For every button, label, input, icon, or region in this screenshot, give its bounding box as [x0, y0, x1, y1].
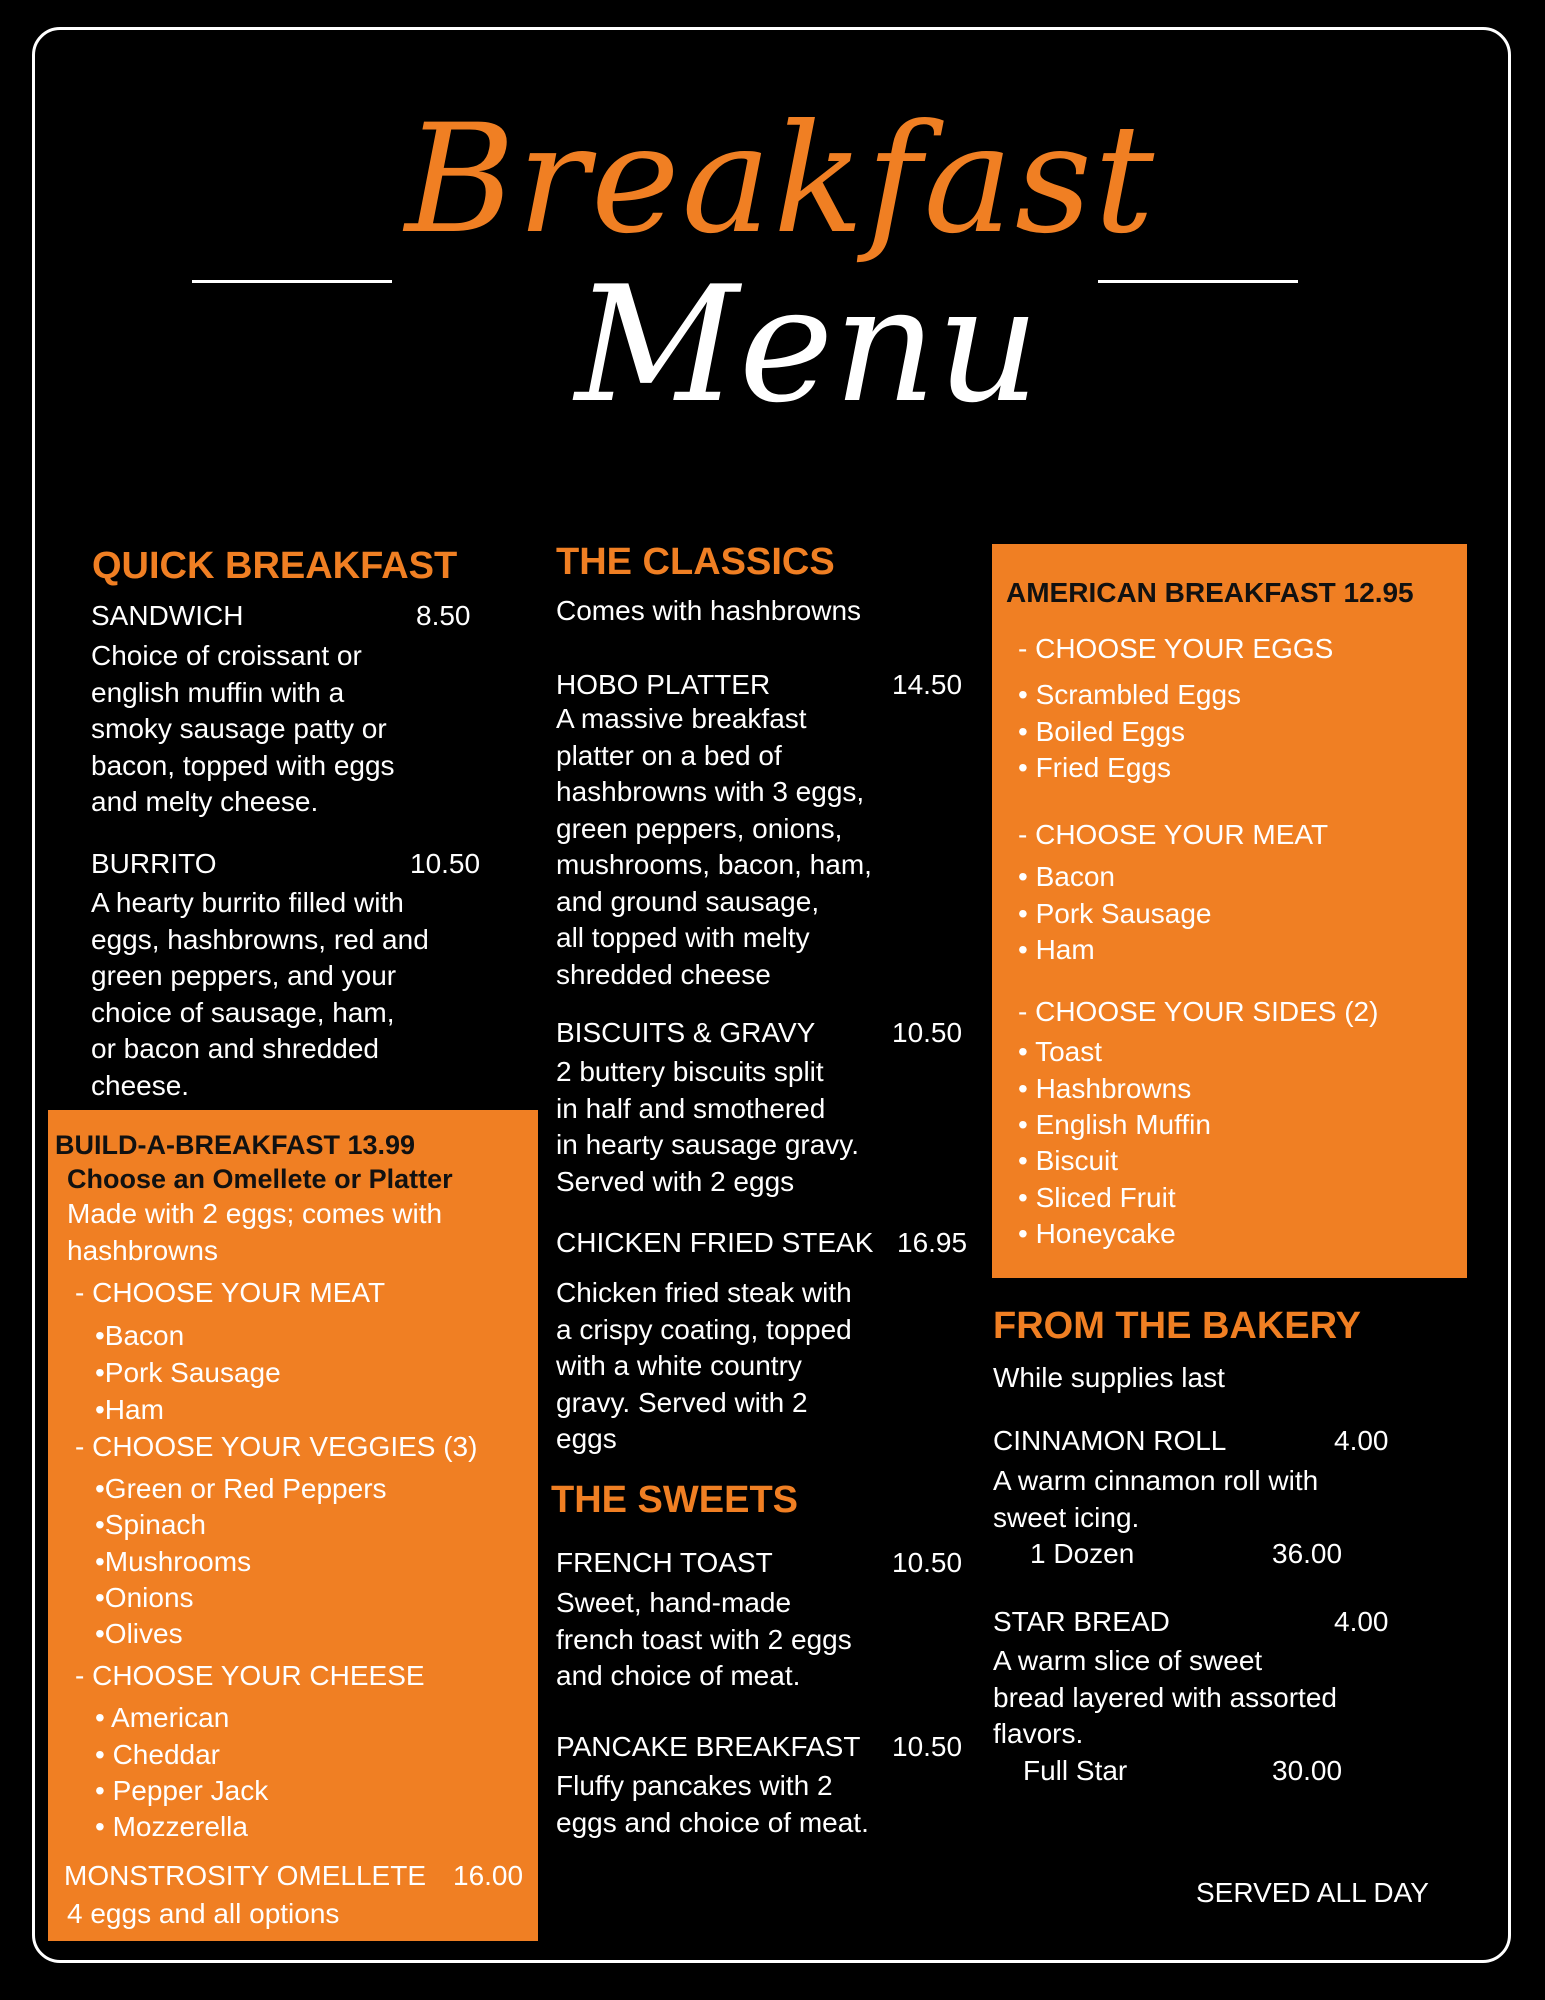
build-cheese-option: • Pepper Jack	[95, 1775, 269, 1806]
served-all-day: SERVED ALL DAY	[1196, 1877, 1429, 1908]
quick-breakfast-heading: QUICK BREAKFAST	[92, 545, 458, 587]
american-egg-option: • Boiled Eggs	[1018, 716, 1186, 747]
american-side-option: • Hashbrowns	[1018, 1073, 1192, 1104]
build-cheese-label: - CHOOSE YOUR CHEESE	[75, 1660, 425, 1691]
biscuits-gravy-desc: 2 buttery biscuits split in half and smothered in hearty sausage gravy. Served with 2 eggs	[556, 1056, 859, 1197]
american-meat-label: - CHOOSE YOUR MEAT	[1018, 819, 1329, 850]
title-rule-right	[1098, 280, 1298, 283]
hobo-platter-desc: A massive breakfast platter on a bed of hashbrowns with 3 eggs, green peppers, onions, mushrooms, bacon, ham, and ground sausage, all topped with melty shredded cheese	[556, 703, 872, 990]
cinnamon-roll-bulk-name: 1 Dozen	[1030, 1538, 1135, 1569]
build-cheese-option: • American	[95, 1702, 230, 1733]
american-egg-option: • Fried Eggs	[1018, 752, 1171, 783]
build-meat-label: - CHOOSE YOUR MEAT	[75, 1277, 386, 1308]
american-meat-option: • Ham	[1018, 934, 1095, 965]
american-meat-option: • Bacon	[1018, 861, 1115, 892]
bakery-note: While supplies last	[993, 1362, 1225, 1393]
build-veggie-option: •Green or Red Peppers	[95, 1473, 387, 1504]
bakery-heading: FROM THE BAKERY	[993, 1305, 1362, 1347]
american-side-option: • Toast	[1018, 1036, 1102, 1067]
hobo-platter-price: 14.50	[892, 669, 963, 700]
build-meat-option: •Ham	[95, 1394, 164, 1425]
sandwich-name: SANDWICH	[91, 600, 244, 631]
build-veggies-label: - CHOOSE YOUR VEGGIES (3)	[75, 1431, 478, 1462]
cinnamon-roll-price: 4.00	[1334, 1425, 1389, 1456]
cinnamon-roll-bulk-price: 36.00	[1272, 1538, 1343, 1569]
chicken-fried-steak-name: CHICKEN FRIED STEAK	[556, 1227, 874, 1258]
pancake-breakfast-name: PANCAKE BREAKFAST	[556, 1731, 861, 1762]
chicken-fried-steak-price: 16.95	[897, 1227, 968, 1258]
star-bread-name: STAR BREAD	[993, 1606, 1170, 1637]
classics-note: Comes with hashbrowns	[556, 595, 862, 626]
title-rule-left	[192, 280, 392, 283]
american-egg-option: • Scrambled Eggs	[1018, 679, 1242, 710]
american-heading: AMERICAN BREAKFAST 12.95	[1006, 577, 1414, 608]
american-side-option: • English Muffin	[1018, 1109, 1211, 1140]
monstrosity-name: MONSTROSITY OMELLETE	[64, 1860, 426, 1891]
pancake-breakfast-price: 10.50	[892, 1731, 963, 1762]
american-meat-option: • Pork Sausage	[1018, 898, 1212, 929]
french-toast-desc: Sweet, hand-made french toast with 2 eggs and choice of meat.	[556, 1587, 852, 1691]
build-intro: Made with 2 eggs; comes with hashbrowns	[67, 1198, 443, 1266]
build-cheese-option: • Mozzerella	[95, 1811, 248, 1842]
american-side-option: • Honeycake	[1018, 1218, 1176, 1249]
build-heading: BUILD-A-BREAKFAST 13.99	[55, 1130, 416, 1160]
burrito-name: BURRITO	[91, 848, 217, 879]
sandwich-price: 8.50	[416, 600, 471, 631]
biscuits-gravy-price: 10.50	[892, 1017, 963, 1048]
star-bread-desc: A warm slice of sweet bread layered with assorted flavors.	[993, 1645, 1337, 1749]
american-side-option: • Biscuit	[1018, 1145, 1119, 1176]
build-meat-option: •Pork Sausage	[95, 1357, 281, 1388]
american-side-option: • Sliced Fruit	[1018, 1182, 1176, 1213]
build-meat-option: •Bacon	[95, 1320, 185, 1351]
sweets-heading: THE SWEETS	[551, 1479, 799, 1521]
burrito-price: 10.50	[410, 848, 481, 879]
american-sides-label: - CHOOSE YOUR SIDES (2)	[1018, 996, 1379, 1027]
build-veggie-option: •Spinach	[95, 1509, 206, 1540]
monstrosity-price: 16.00	[453, 1860, 524, 1891]
french-toast-price: 10.50	[892, 1547, 963, 1578]
title-menu: Menu	[575, 251, 1040, 438]
build-veggie-option: •Onions	[95, 1582, 194, 1613]
build-veggie-option: •Mushrooms	[95, 1546, 252, 1577]
french-toast-name: FRENCH TOAST	[556, 1547, 773, 1578]
star-bread-price: 4.00	[1334, 1606, 1389, 1637]
classics-heading: THE CLASSICS	[556, 541, 835, 583]
title-breakfast: Breakfast	[405, 93, 1157, 267]
star-bread-bulk-name: Full Star	[1023, 1755, 1128, 1786]
chicken-fried-steak-desc: Chicken fried steak with a crispy coating, topped with a white country gravy. Served with 2 eggs	[556, 1277, 852, 1454]
build-subheading: Choose an Omellete or Platter	[67, 1164, 453, 1194]
star-bread-bulk-price: 30.00	[1272, 1755, 1343, 1786]
cinnamon-roll-desc: A warm cinnamon roll with sweet icing.	[993, 1465, 1319, 1533]
pancake-breakfast-desc: Fluffy pancakes with 2 eggs and choice of meat.	[556, 1770, 869, 1838]
biscuits-gravy-name: BISCUITS & GRAVY	[556, 1017, 816, 1048]
sandwich-desc: Choice of croissant or english muffin with a smoky sausage patty or bacon, topped with eggs and melty cheese.	[91, 640, 395, 817]
monstrosity-desc: 4 eggs and all options	[67, 1898, 340, 1929]
burrito-desc: A hearty burrito filled with eggs, hashbrowns, red and green peppers, and your choice of sausage, ham, or bacon and shredded cheese.	[91, 887, 429, 1101]
build-cheese-option: • Cheddar	[95, 1739, 220, 1770]
cinnamon-roll-name: CINNAMON ROLL	[993, 1425, 1227, 1456]
build-veggie-option: •Olives	[95, 1618, 183, 1649]
hobo-platter-name: HOBO PLATTER	[556, 669, 771, 700]
american-eggs-label: - CHOOSE YOUR EGGS	[1018, 633, 1334, 664]
